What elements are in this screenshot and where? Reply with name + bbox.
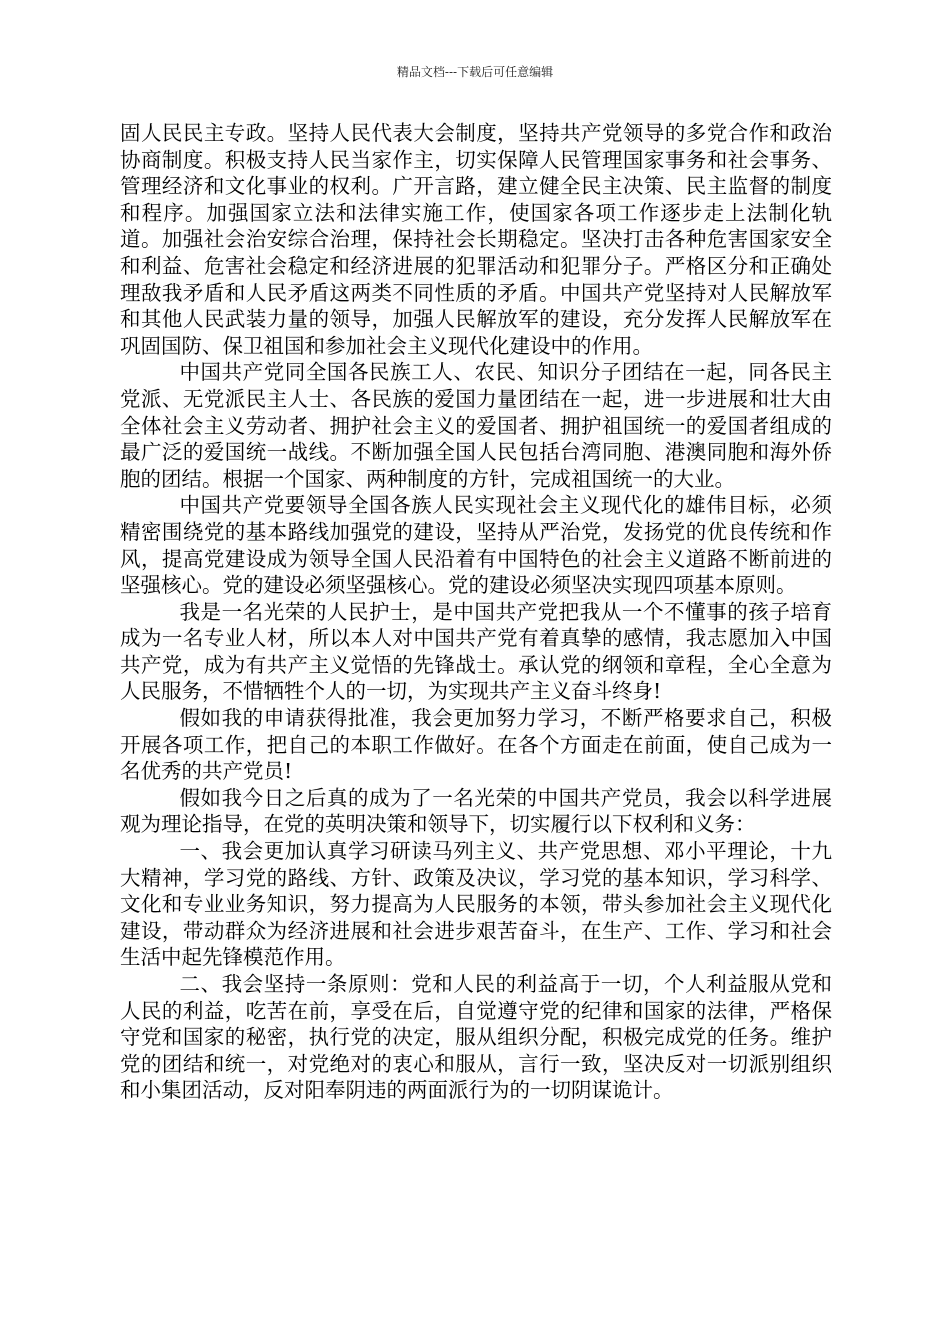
page-header: 精品文档---下载后可任意编辑 bbox=[396, 65, 554, 79]
document-body bbox=[120, 120, 832, 1104]
paragraph-4: 我是一名光荣的人民护士，是中国共产党把我从一个不懂事的孩子培育成为一名专业人材，所以本人对中国共产党有着真挚的感情，我志愿加入中国共产党，成为有共产主义觉悟的先锋战士。承认党的纲领和章程，全心全意为人民服务，不惜牺牲个人的一切，为实现共产主义奋斗终身! bbox=[120, 599, 832, 704]
paragraph-2: 中国共产党同全国各民族工人、农民、知识分子团结在一起，同各民主党派、无党派民主人士、各民族的爱国力量团结在一起，进一步进展和壮大由全体社会主义劳动者、拥护社会主义的爱国者、拥护祖国统一的爱国者组成的最广泛的爱国统一战线。不断加强全国人民包括台湾同胞、港澳同胞和海外侨胞的团结。根据一个国家、两种制度的方针，完成祖国统一的大业。 bbox=[120, 360, 832, 491]
paragraph-8: 二、我会坚持一条原则：党和人民的利益高于一切，个人利益服从党和人民的利益，吃苦在前，享受在后，自觉遵守党的纪律和国家的法律，严格保守党和国家的秘密，执行党的决定，服从组织分配，积极完成党的任务。维护党的团结和统一，对党绝对的衷心和服从，言行一致，坚决反对一切派别组织和小集团活动，反对阳奉阴违的两面派行为的一切阴谋诡计。 bbox=[120, 972, 832, 1103]
paragraph-6: 假如我今日之后真的成为了一名光荣的中国共产党员，我会以科学进展观为理论指导，在党的英明决策和领导下，切实履行以下权利和义务： bbox=[120, 785, 832, 837]
paragraph-5: 假如我的申请获得批准，我会更加努力学习，不断严格要求自己，积极开展各项工作，把自己的本职工作做好。在各个方面走在前面，使自己成为一名优秀的共产党员! bbox=[120, 706, 832, 784]
paragraph-3: 中国共产党要领导全国各族人民实现社会主义现代化的雄伟目标，必须精密围绕党的基本路线加强党的建设，坚持从严治党，发扬党的优良传统和作风，提高党建设成为领导全国人民沿着有中国特色的社会主义道路不断前进的坚强核心。党的建设必须坚强核心。党的建设必须坚决实现四项基本原则。 bbox=[120, 493, 832, 598]
paragraph-7: 一、我会更加认真学习研读马列主义、共产党思想、邓小平理论，十九大精神，学习党的路线、方针、政策及决议，学习党的基本知识，学习科学、文化和专业业务知识，努力提高为人民服务的本领，带头参加社会主义现代化建设，带动群众为经济进展和社会进步艰苦奋斗，在生产、工作、学习和社会生活中起先锋模范作用。 bbox=[120, 839, 832, 970]
paragraph-1: 固人民民主专政。坚持人民代表大会制度，坚持共产党领导的多党合作和政治协商制度。积极支持人民当家作主，切实保障人民管理国家事务和社会事务、管理经济和文化事业的权利。广开言路，建立健全民主决策、民主监督的制度和程序。加强国家立法和法律实施工作，使国家各项工作逐步走上法制化轨道。加强社会治安综合治理，保持社会长期稳定。坚决打击各种危害国家安全和利益、危害社会稳定和经济进展的犯罪活动和犯罪分子。严格区分和正确处理敌我矛盾和人民矛盾这两类不同性质的矛盾。中国共产党坚持对人民解放军和其他人民武装力量的领导，加强人民解放军的建设，充分发挥人民解放军在巩固国防、保卫祖国和参加社会主义现代化建设中的作用。 bbox=[120, 121, 832, 358]
